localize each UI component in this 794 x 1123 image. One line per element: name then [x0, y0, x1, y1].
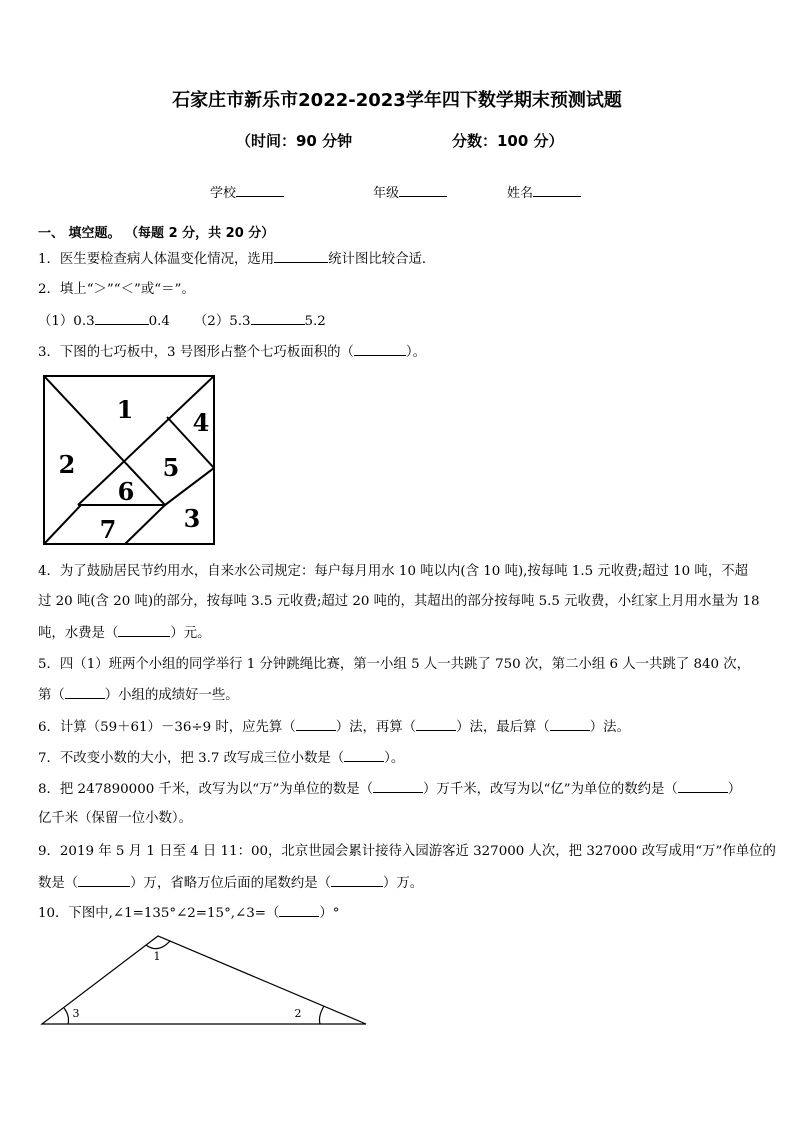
name-blank[interactable] [533, 184, 581, 197]
school-label: 学校 [210, 186, 237, 201]
q10-blank[interactable] [279, 904, 319, 917]
q2-blank-1[interactable] [95, 312, 149, 325]
q3-text-end: ）。 [405, 345, 426, 360]
angle-2-arc [320, 1006, 325, 1024]
tangram-label-6: 6 [117, 477, 135, 506]
tangram-label-2: 2 [58, 450, 76, 479]
question-10 [38, 904, 339, 923]
tangram-line-7b [125, 505, 165, 544]
q7-blank[interactable] [344, 749, 384, 762]
question-3 [38, 343, 426, 362]
tangram-label-5: 5 [162, 453, 180, 482]
grade-blank[interactable] [399, 184, 447, 197]
q8-text-c: ） [727, 782, 742, 797]
school-field [210, 182, 284, 201]
question-2: 2．填上“＞”“＜”或“＝”。 [38, 282, 195, 297]
grade-label: 年级 [373, 186, 400, 201]
q1-text-end: 统计图比较合适． [328, 252, 436, 267]
question-5-line2 [38, 686, 239, 705]
q2-part2-end: 5.2 [304, 314, 326, 329]
q6-blank-3[interactable] [550, 718, 590, 731]
angle-label-1: 1 [153, 950, 161, 963]
q2-part2: （2）5.3 [193, 314, 251, 329]
q6-text-b: ）法，再算（ [335, 720, 417, 735]
q2-part1-end: 0.4 [148, 314, 170, 329]
question-8-line2: 亿千米（保留一位小数）。 [38, 811, 192, 826]
question-9-line2 [38, 874, 423, 893]
q7-text-end: ）。 [384, 751, 405, 766]
q6-blank-2[interactable] [416, 718, 456, 731]
q9-blank-1[interactable] [78, 874, 130, 887]
tangram-label-3: 3 [183, 504, 201, 533]
page-title: 石家庄市新乐市2022-2023学年四下数学期末预测试题 [172, 90, 622, 111]
q4-blank[interactable] [118, 624, 170, 637]
q2-part1: （1）0.3 [38, 314, 95, 329]
q8-text-a: 8．把 247890000 千米，改写为以“万”为单位的数是（ [38, 782, 374, 797]
exam-time: （时间：90 分钟 [236, 132, 353, 150]
q5-text: 第（ [38, 688, 65, 703]
question-4-line2: 过 20 吨(含 20 吨)的部分，按每吨 3.5 元收费;超过 20 吨的，其超出的部分按每吨 5.5 元收费，小红家上月用水量为 18 [38, 594, 760, 609]
question-8-line1 [38, 780, 741, 799]
question-5-line1: 5．四（1）班两个小组的同学举行 1 分钟跳绳比赛，第一小组 5 人一共跳了 750 次，第二小组 6 人一共跳了 840 次， [38, 657, 751, 672]
tangram-line-7a [44, 505, 81, 544]
tangram-label-4: 4 [192, 408, 210, 437]
question-1 [38, 250, 435, 269]
section-heading: 一、 填空题。 （每题 2 分，共 20 分） [38, 226, 275, 241]
q6-blank-1[interactable] [296, 718, 336, 731]
tangram-label-7: 7 [99, 515, 117, 544]
q5-text-end: ）小组的成绩好一些。 [104, 688, 239, 703]
angle-label-3: 3 [72, 1007, 80, 1020]
question-4-line3 [38, 624, 211, 643]
angle-label-2: 2 [294, 1007, 302, 1020]
name-label: 姓名 [507, 186, 534, 201]
q6-text-a: 6．计算（59＋61）－36÷9 时，应先算（ [38, 720, 296, 735]
q3-text: 3．下图的七巧板中，3 号图形占整个七巧板面积的（ [38, 345, 354, 360]
q1-blank[interactable] [274, 250, 328, 263]
q8-blank-2[interactable] [678, 780, 728, 793]
q2-blank-2[interactable] [251, 312, 305, 325]
question-6 [38, 718, 630, 737]
triangle-shape [42, 936, 366, 1024]
q6-text-c: ）法，最后算（ [456, 720, 550, 735]
q8-blank-1[interactable] [373, 780, 423, 793]
q8-text-b: ）万千米，改写为以“亿”为单位的数约是（ [423, 782, 678, 797]
q9-text-a: 数是（ [38, 876, 79, 891]
tangram-figure [40, 372, 218, 548]
q4-text-end: ）元。 [170, 626, 211, 641]
q9-text-c: ）万。 [383, 876, 424, 891]
tangram-label-1: 1 [116, 395, 134, 424]
angle-3-arc [64, 1008, 69, 1024]
q1-text: 1．医生要检查病人体温变化情况，选用 [38, 252, 275, 267]
q10-text: 10．下图中,∠1=135°∠2=15°,∠3=（ [38, 906, 280, 921]
q3-blank[interactable] [354, 343, 406, 356]
grade-field [373, 182, 447, 201]
q6-text-d: ）法。 [589, 720, 630, 735]
school-blank[interactable] [236, 184, 284, 197]
q4-text: 吨，水费是（ [38, 626, 119, 641]
q5-blank[interactable] [65, 686, 105, 699]
exam-score: 分数：100 分） [452, 132, 564, 150]
question-7 [38, 749, 404, 768]
name-field [507, 182, 581, 201]
q7-text: 7．不改变小数的大小，把 3.7 改写成三位小数是（ [38, 751, 345, 766]
q10-text-end: ）° [319, 906, 340, 921]
triangle-figure [38, 930, 372, 1030]
question-4-line1: 4．为了鼓励居民节约用水，自来水公司规定：每户每月用水 10 吨以内(含 10 吨),按每吨 1.5 元收费;超过 10 吨，不超 [38, 564, 748, 579]
question-2-parts [38, 312, 326, 331]
question-9-line1: 9．2019 年 5 月 1 日至 4 日 11：00，北京世园会累计接待入园游客近 327000 人次，把 327000 改写成用“万”作单位的 [38, 844, 776, 859]
q9-blank-2[interactable] [331, 874, 383, 887]
q9-text-b: ）万，省略万位后面的尾数约是（ [130, 876, 332, 891]
